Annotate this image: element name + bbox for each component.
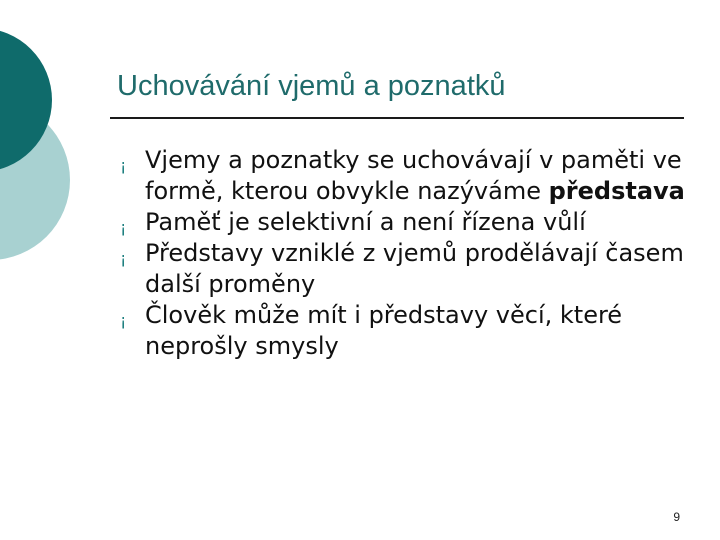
- bullet-list: [120, 145, 705, 362]
- title-divider: [110, 117, 684, 119]
- decorative-circles: [0, 0, 120, 300]
- page-number: 9: [673, 510, 680, 524]
- bullet-item: [120, 145, 705, 207]
- bullet-text: Člověk může mít i představy věcí, které neprošly smysly: [145, 301, 623, 360]
- bullet-emphasis: představa: [548, 177, 685, 205]
- bullet-item: [120, 300, 705, 362]
- bullet-item: [120, 238, 705, 300]
- slide-title: Uchovávání vjemů a poznatků: [117, 70, 506, 102]
- bullet-marker-icon: ¡: [120, 218, 127, 237]
- bullet-text: Vjemy a poznatky se uchovávají v paměti ve formě, kterou obvykle nazýváme: [145, 146, 682, 205]
- bullet-text: Představy vzniklé z vjemů prodělávají časem další proměny: [145, 239, 684, 298]
- bullet-marker-icon: ¡: [120, 311, 127, 330]
- bullet-text: Paměť je selektivní a není řízena vůlí: [145, 208, 586, 236]
- bullet-marker-icon: ¡: [120, 156, 127, 175]
- bullet-item: [120, 207, 705, 238]
- bullet-marker-icon: ¡: [120, 249, 127, 268]
